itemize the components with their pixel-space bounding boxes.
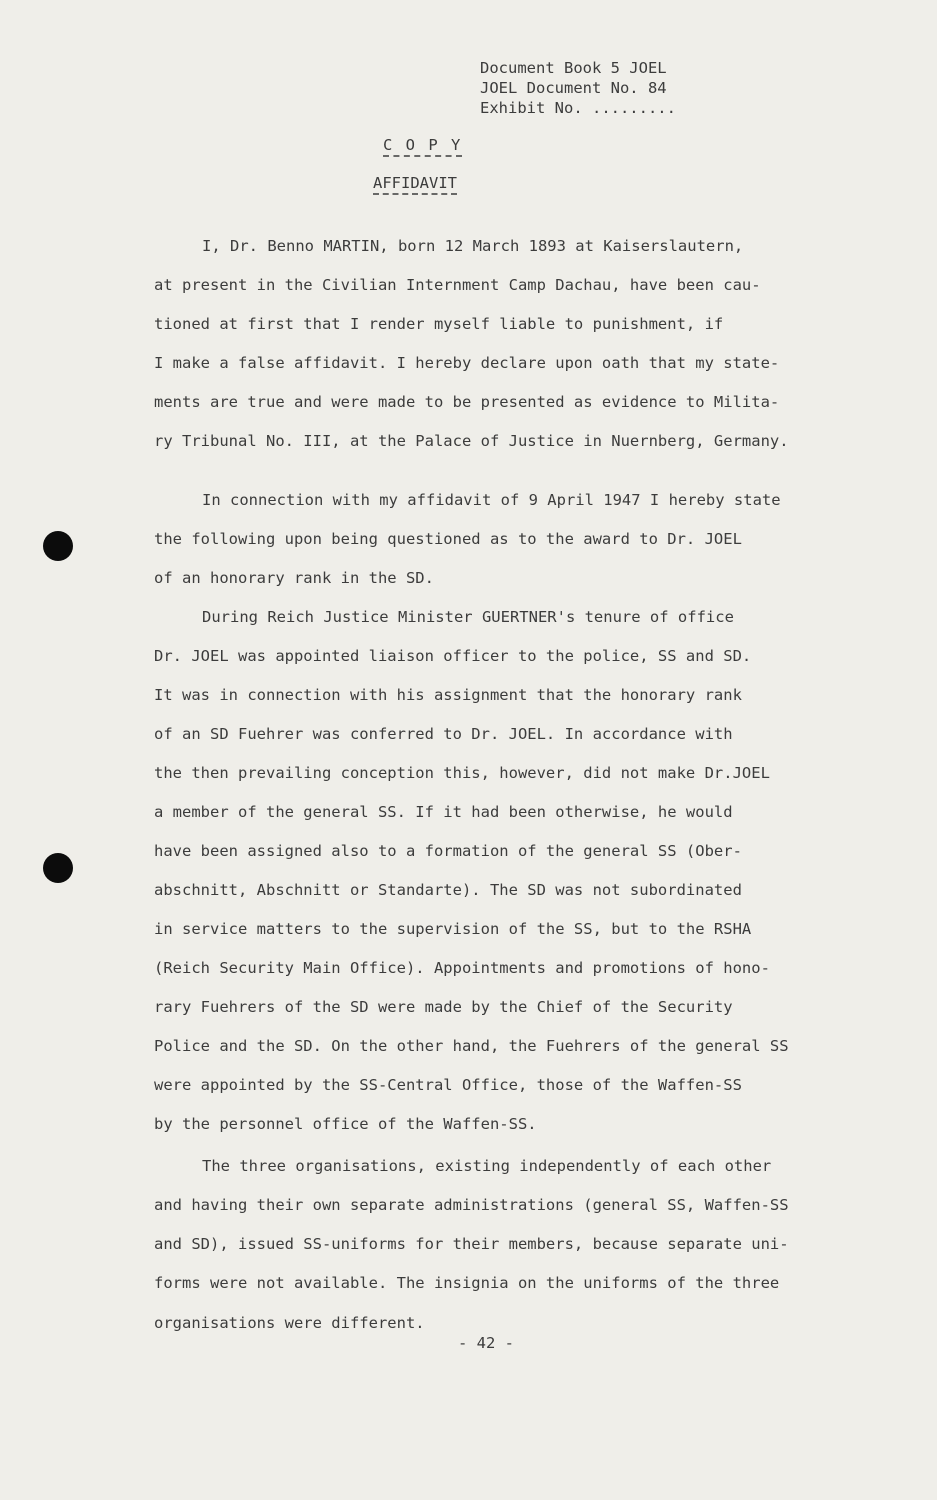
body-line: Police and the SD. On the other hand, the Fuehrers of the general SS <box>154 1037 789 1055</box>
body-line: of an SD Fuehrer was conferred to Dr. JOEL. In accordance with <box>154 725 733 743</box>
header-document-number: JOEL Document No. 84 <box>480 79 667 97</box>
document-title: AFFIDAVIT <box>373 174 457 192</box>
body-line: I make a false affidavit. I hereby declare upon oath that my state- <box>154 354 780 372</box>
body-line: It was in connection with his assignment that the honorary rank <box>154 686 742 704</box>
body-line: tioned at first that I render myself liable to punishment, if <box>154 315 724 333</box>
body-line: of an honorary rank in the SD. <box>154 569 434 587</box>
body-line: The three organisations, existing independently of each other <box>202 1157 772 1175</box>
body-line: at present in the Civilian Internment Camp Dachau, have been cau- <box>154 276 761 294</box>
body-line: a member of the general SS. If it had been otherwise, he would <box>154 803 733 821</box>
document-header <box>480 58 676 118</box>
body-line: and SD), issued SS-uniforms for their members, because separate uni- <box>154 1235 789 1253</box>
body-line: forms were not available. The insignia on the uniforms of the three <box>154 1274 780 1292</box>
body-line: rary Fuehrers of the SD were made by the Chief of the Security <box>154 998 733 1016</box>
copy-label: C O P Y <box>383 136 463 154</box>
body-line: ry Tribunal No. III, at the Palace of Justice in Nuernberg, Germany. <box>154 432 789 450</box>
body-line: were appointed by the SS-Central Office, those of the Waffen-SS <box>154 1076 742 1094</box>
body-line: I, Dr. Benno MARTIN, born 12 March 1893 at Kaiserslautern, <box>202 237 744 255</box>
body-line: and having their own separate administrations (general SS, Waffen-SS <box>154 1196 789 1214</box>
header-exhibit-number: Exhibit No. ......... <box>480 99 676 117</box>
body-line: the then prevailing conception this, however, did not make Dr.JOEL <box>154 764 770 782</box>
page-number: - 42 - <box>458 1334 514 1352</box>
body-line: abschnitt, Abschnitt or Standarte). The SD was not subordinated <box>154 881 742 899</box>
body-line: have been assigned also to a formation of the general SS (Ober- <box>154 842 742 860</box>
punch-hole-top <box>43 531 73 561</box>
body-line: In connection with my affidavit of 9 April 1947 I hereby state <box>202 491 781 509</box>
punch-hole-bottom <box>43 853 73 883</box>
body-line: During Reich Justice Minister GUERTNER's tenure of office <box>202 608 734 626</box>
body-line: Dr. JOEL was appointed liaison officer to the police, SS and SD. <box>154 647 752 665</box>
body-line: (Reich Security Main Office). Appointments and promotions of hono- <box>154 959 770 977</box>
header-document-book: Document Book 5 JOEL <box>480 59 667 77</box>
body-line: by the personnel office of the Waffen-SS. <box>154 1115 537 1133</box>
body-line: the following upon being questioned as to the award to Dr. JOEL <box>154 530 742 548</box>
body-line: organisations were different. <box>154 1314 425 1332</box>
body-line: ments are true and were made to be presented as evidence to Milita- <box>154 393 780 411</box>
body-line: in service matters to the supervision of the SS, but to the RSHA <box>154 920 752 938</box>
